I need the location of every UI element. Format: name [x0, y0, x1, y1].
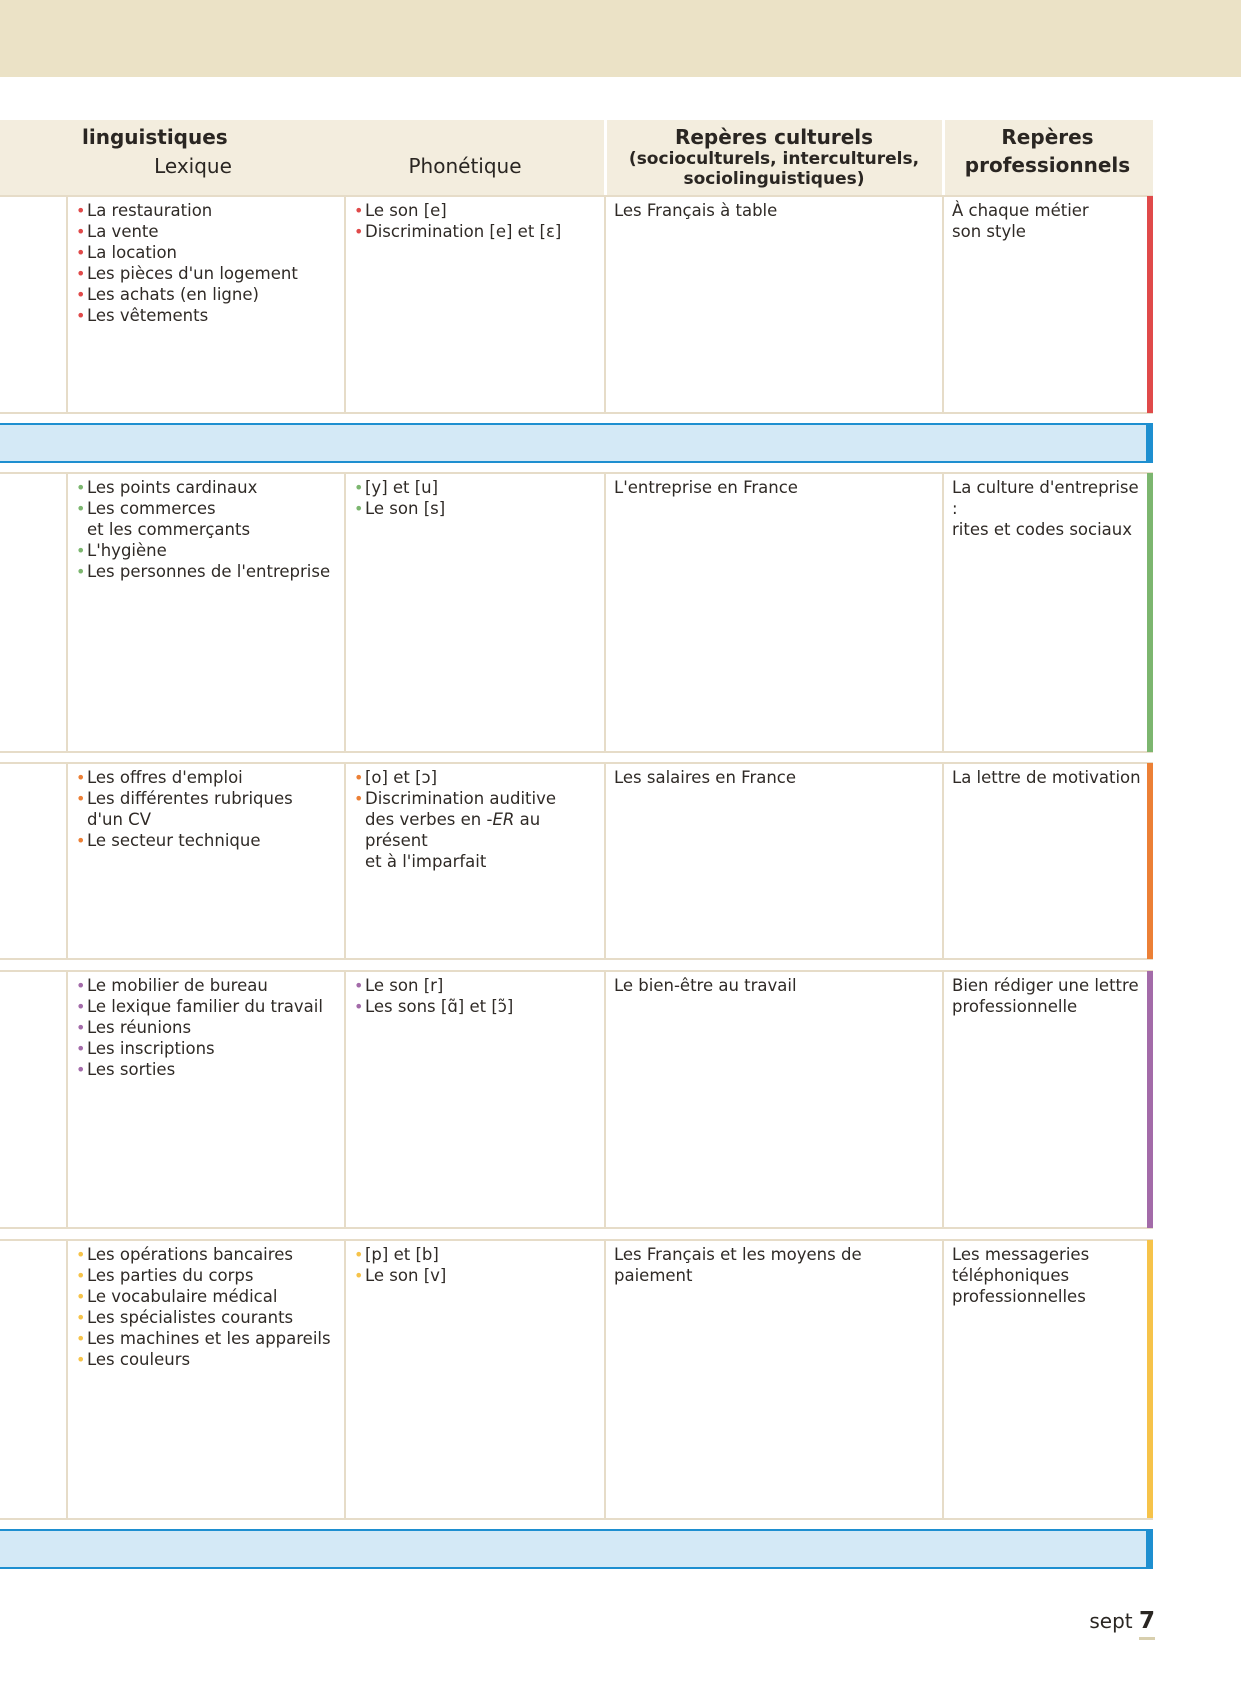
col-border: [344, 195, 346, 414]
list-item-text: [87, 996, 338, 1017]
text-line: La vente: [87, 222, 159, 241]
text-line: Les couleurs: [87, 1350, 191, 1369]
text-line: et à l'imparfait: [365, 852, 487, 871]
list-item-text: [87, 305, 338, 326]
list-item: [76, 830, 338, 851]
bullet-icon: •: [354, 1245, 364, 1264]
list-item: [76, 200, 338, 221]
row-border: [0, 970, 1153, 972]
header-culturels-title: Repères culturels: [674, 125, 874, 149]
bullet-icon: •: [354, 201, 364, 220]
professionnels-cell: [952, 1244, 1142, 1307]
bullet-icon: •: [76, 1018, 86, 1037]
unit-color-bar-green: [1147, 473, 1153, 752]
list-item: [76, 305, 338, 326]
col-border: [66, 762, 68, 960]
bullet-icon: •: [76, 768, 86, 787]
text-line: Les points cardinaux: [87, 478, 258, 497]
row-border: [0, 958, 1153, 960]
lexique-cell: [76, 200, 338, 326]
lexique-cell-list: [76, 975, 338, 1080]
phonetique-cell: [354, 477, 600, 519]
list-item-text: [87, 540, 338, 561]
phonetique-cell-list: [354, 975, 600, 1017]
header-phonetique: Phonétique: [408, 154, 522, 178]
text-line: [o] et [ɔ]: [365, 768, 438, 787]
bullet-icon: •: [76, 541, 86, 560]
text-line: Les sorties: [87, 1060, 176, 1079]
text-line: Les réunions: [87, 1018, 192, 1037]
text-line: Les machines et les appareils: [87, 1329, 331, 1348]
list-item-text: [87, 1038, 338, 1059]
list-item-text: [87, 767, 338, 788]
col-border: [604, 195, 606, 414]
culturels-cell-line: L'entreprise en France: [614, 478, 798, 497]
bullet-icon: •: [76, 1060, 86, 1079]
list-item-text: [87, 975, 338, 996]
text-line: Les offres d'emploi: [87, 768, 243, 787]
text-line: Le son [r]: [365, 976, 444, 995]
text-line: Les commerces: [87, 499, 216, 518]
bullet-icon: •: [76, 1308, 86, 1327]
professionnels-cell: [952, 477, 1142, 540]
text-line: Les sons [ɑ̃] et [ɔ̃]: [365, 997, 514, 1016]
lexique-cell-list: [76, 200, 338, 326]
text-line: Le mobilier de bureau: [87, 976, 268, 995]
col-border: [66, 970, 68, 1229]
col-border: [604, 1239, 606, 1520]
bullet-icon: •: [76, 306, 86, 325]
culturels-cell-line: Les Français et les moyens de paiement: [614, 1245, 862, 1285]
list-item-text: [87, 498, 338, 540]
bullet-icon: •: [76, 285, 86, 304]
col-border: [344, 970, 346, 1229]
list-item-text: [87, 1328, 338, 1349]
text-line: Les pièces d'un logement: [87, 264, 298, 283]
col-border: [604, 472, 606, 753]
list-item-text: [87, 1286, 338, 1307]
page-number-digit: 7: [1138, 1608, 1155, 1634]
phonetique-cell: [354, 1244, 600, 1286]
text-line: L'hygiène: [87, 541, 167, 560]
list-item: [76, 242, 338, 263]
professionnels-cell-line: professionnelles: [952, 1287, 1086, 1306]
row-border: [0, 1239, 1153, 1241]
text-line: des verbes en -ER au présent: [365, 810, 541, 850]
list-item: [354, 498, 600, 519]
list-item: [354, 767, 600, 788]
section-band: [0, 1529, 1153, 1569]
text-line: Les spécialistes courants: [87, 1308, 294, 1327]
col-border: [604, 970, 606, 1229]
col-border: [344, 472, 346, 753]
professionnels-cell: [952, 200, 1142, 242]
professionnels-cell: [952, 975, 1142, 1017]
lexique-cell-list: [76, 477, 338, 582]
professionnels-cell: [952, 767, 1142, 788]
col-border: [942, 472, 944, 753]
text-line: Le vocabulaire médical: [87, 1287, 278, 1306]
header-culturels-sub2: sociolinguistiques): [683, 169, 865, 189]
bullet-icon: •: [76, 264, 86, 283]
list-item: [76, 540, 338, 561]
header-lexique: Lexique: [154, 154, 232, 178]
bullet-icon: •: [76, 243, 86, 262]
bullet-icon: •: [354, 768, 364, 787]
col-border: [66, 472, 68, 753]
professionnels-cell-line: rites et codes sociaux: [952, 520, 1133, 539]
list-item-text: [87, 242, 338, 263]
bullet-icon: •: [354, 789, 364, 808]
text-line: Discrimination auditive: [365, 789, 556, 808]
professionnels-cell-line: Bien rédiger une lettre: [952, 976, 1139, 995]
bullet-icon: •: [76, 997, 86, 1016]
list-item: [76, 221, 338, 242]
text-line: Les parties du corps: [87, 1266, 254, 1285]
header-professionnels: [945, 126, 1150, 177]
list-item: [354, 996, 600, 1017]
col-border: [66, 1239, 68, 1520]
list-item-text: [87, 477, 338, 498]
text-line: Les opérations bancaires: [87, 1245, 293, 1264]
list-item-text: [87, 561, 338, 582]
header-culturels: [606, 126, 942, 189]
text-line: Le son [v]: [365, 1266, 447, 1285]
unit-color-bar-red: [1147, 196, 1153, 413]
culturels-cell: [614, 767, 938, 788]
culturels-cell: [614, 477, 938, 498]
list-item: [76, 1059, 338, 1080]
text-line: Les différentes rubriques: [87, 789, 293, 808]
unit-color-bar-purple: [1147, 971, 1153, 1228]
bullet-icon: •: [354, 1266, 364, 1285]
list-item: [354, 1244, 600, 1265]
lexique-cell: [76, 767, 338, 851]
list-item: [354, 1265, 600, 1286]
phonetique-cell: [354, 767, 600, 872]
col-border: [604, 762, 606, 960]
page-number-underline: [1139, 1637, 1155, 1640]
text-line: La location: [87, 243, 178, 262]
professionnels-cell-line: La lettre de motivation: [952, 768, 1141, 787]
row-border: [0, 1227, 1153, 1229]
professionnels-cell-line: téléphoniques: [952, 1266, 1070, 1285]
list-item: [76, 788, 338, 830]
culturels-cell: [614, 975, 938, 996]
bullet-icon: •: [354, 997, 364, 1016]
text-line: [y] et [u]: [365, 478, 439, 497]
list-item: [76, 477, 338, 498]
text-line: Discrimination [e] et [ɛ]: [365, 222, 562, 241]
header-linguistiques: linguistiques: [82, 125, 228, 149]
bullet-icon: •: [76, 222, 86, 241]
top-band: [0, 0, 1241, 77]
list-item-text: [87, 284, 338, 305]
row-border: [0, 751, 1153, 753]
list-item-text: [365, 1265, 600, 1286]
text-line: Le son [s]: [365, 499, 446, 518]
page-number-word: sept: [1089, 1609, 1133, 1633]
text-line: La restauration: [87, 201, 213, 220]
row-border: [0, 412, 1153, 414]
text-line: d'un CV: [87, 810, 151, 829]
lexique-cell: [76, 1244, 338, 1370]
list-item-text: [87, 788, 338, 830]
culturels-cell: [614, 1244, 938, 1286]
professionnels-cell-line: Les messageries: [952, 1245, 1090, 1264]
list-item: [354, 221, 600, 242]
bullet-icon: •: [354, 499, 364, 518]
professionnels-cell-line: La culture d'entreprise :: [952, 478, 1139, 518]
list-item-text: [365, 477, 600, 498]
col-border: [344, 762, 346, 960]
bullet-icon: •: [76, 1329, 86, 1348]
list-item-text: [87, 1244, 338, 1265]
bullet-icon: •: [354, 976, 364, 995]
list-item: [76, 1244, 338, 1265]
list-item-text: [365, 996, 600, 1017]
list-item: [76, 561, 338, 582]
bullet-icon: •: [76, 1245, 86, 1264]
header-pro-line2: professionnels: [964, 153, 1131, 177]
page-number: [1089, 1608, 1155, 1634]
list-item: [354, 477, 600, 498]
list-item: [76, 498, 338, 540]
list-item: [76, 1286, 338, 1307]
row-border: [0, 762, 1153, 764]
list-item: [354, 200, 600, 221]
list-item-text: [87, 830, 338, 851]
professionnels-cell-line: son style: [952, 222, 1026, 241]
list-item: [76, 767, 338, 788]
list-item: [76, 1265, 338, 1286]
bullet-icon: •: [76, 1350, 86, 1369]
list-item-text: [87, 1349, 338, 1370]
professionnels-cell-line: À chaque métier: [952, 201, 1089, 220]
list-item: [76, 996, 338, 1017]
text-line: Le secteur technique: [87, 831, 261, 850]
bullet-icon: •: [76, 201, 86, 220]
header-sep: [604, 120, 607, 195]
list-item-text: [365, 200, 600, 221]
list-item: [76, 975, 338, 996]
lexique-cell-list: [76, 1244, 338, 1370]
list-item: [354, 975, 600, 996]
list-item: [76, 1307, 338, 1328]
phonetique-cell: [354, 200, 600, 242]
bullet-icon: •: [76, 499, 86, 518]
list-item-text: [365, 1244, 600, 1265]
text-line: Les vêtements: [87, 306, 209, 325]
text-line: Les achats (en ligne): [87, 285, 259, 304]
col-border: [942, 970, 944, 1229]
list-item-text: [87, 263, 338, 284]
phonetique-cell-list: [354, 1244, 600, 1286]
col-border: [344, 1239, 346, 1520]
list-item-text: [365, 788, 600, 872]
phonetique-cell-list: [354, 767, 600, 872]
col-border: [942, 195, 944, 414]
row-border: [0, 472, 1153, 474]
text-line: Le son [e]: [365, 201, 447, 220]
text-line: Les inscriptions: [87, 1039, 215, 1058]
culturels-cell-line: Les Français à table: [614, 201, 778, 220]
bullet-icon: •: [354, 222, 364, 241]
bullet-icon: •: [76, 1039, 86, 1058]
list-item-text: [365, 498, 600, 519]
text-line: et les commerçants: [87, 520, 251, 539]
list-item: [354, 788, 600, 872]
list-item: [76, 1038, 338, 1059]
unit-color-bar-orange: [1147, 763, 1153, 959]
list-item-text: [87, 1307, 338, 1328]
list-item: [76, 1017, 338, 1038]
list-item: [76, 284, 338, 305]
culturels-cell-line: Le bien-être au travail: [614, 976, 797, 995]
list-item: [76, 263, 338, 284]
bullet-icon: •: [354, 478, 364, 497]
phonetique-cell-list: [354, 477, 600, 519]
bullet-icon: •: [76, 789, 86, 808]
text-line: Les personnes de l'entreprise: [87, 562, 331, 581]
header-culturels-sub1: (socioculturels, interculturels,: [628, 149, 920, 169]
culturels-cell: [614, 200, 938, 221]
bullet-icon: •: [76, 1266, 86, 1285]
header-sep: [942, 120, 945, 195]
professionnels-cell-line: professionnelle: [952, 997, 1078, 1016]
lexique-cell: [76, 975, 338, 1080]
col-border: [942, 1239, 944, 1520]
header-pro-line1: Repères: [1001, 125, 1094, 149]
row-border: [0, 195, 1153, 197]
bullet-icon: •: [76, 1287, 86, 1306]
phonetique-cell: [354, 975, 600, 1017]
list-item-text: [87, 1017, 338, 1038]
phonetique-cell-list: [354, 200, 600, 242]
bullet-icon: •: [76, 976, 86, 995]
list-item: [76, 1349, 338, 1370]
bullet-icon: •: [76, 831, 86, 850]
list-item-text: [87, 200, 338, 221]
list-item-text: [87, 1265, 338, 1286]
list-item-text: [365, 767, 600, 788]
lexique-cell: [76, 477, 338, 582]
col-border: [942, 762, 944, 960]
list-item: [76, 1328, 338, 1349]
lexique-cell-list: [76, 767, 338, 851]
bullet-icon: •: [76, 478, 86, 497]
culturels-cell-line: Les salaires en France: [614, 768, 797, 787]
bullet-icon: •: [76, 562, 86, 581]
row-border: [0, 1518, 1153, 1520]
section-band: [0, 423, 1153, 463]
col-border: [66, 195, 68, 414]
list-item-text: [365, 975, 600, 996]
unit-color-bar-yellow: [1147, 1240, 1153, 1518]
list-item-text: [365, 221, 600, 242]
list-item-text: [87, 221, 338, 242]
text-line: [p] et [b]: [365, 1245, 439, 1264]
text-line: Le lexique familier du travail: [87, 997, 323, 1016]
list-item-text: [87, 1059, 338, 1080]
